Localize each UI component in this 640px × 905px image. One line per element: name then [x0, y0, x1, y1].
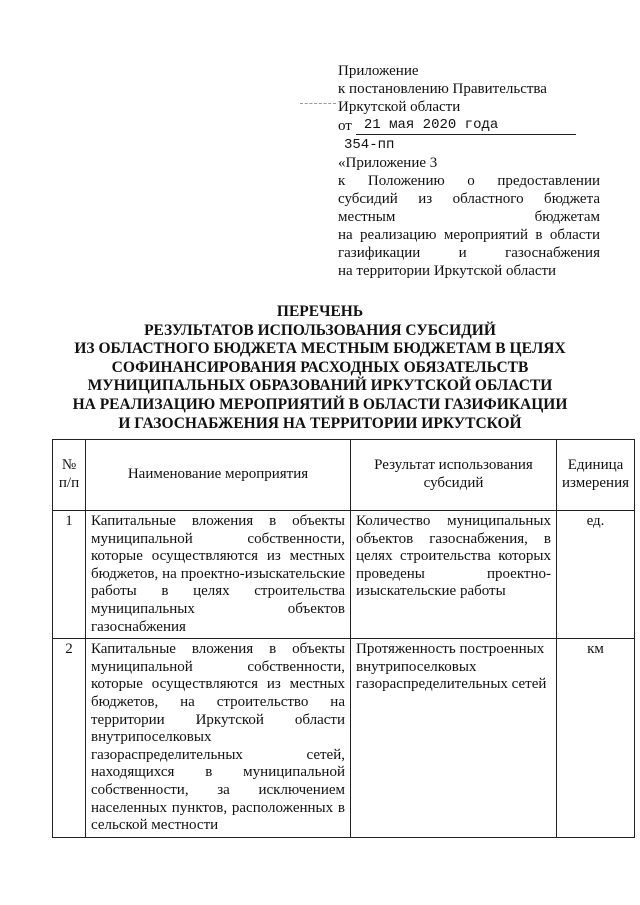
header-unit: Единица измерения	[557, 440, 635, 511]
header-name: Наименование мероприятия	[86, 440, 351, 511]
table-header-row	[53, 440, 635, 511]
annex-sub-title: «Приложение 3	[338, 155, 438, 171]
row-num: 1	[53, 511, 86, 639]
annex-sub-line: на реализацию мероприятий в области	[338, 227, 600, 243]
row-result: Количество муниципальных объектов газоснабжения, в целях строительства которых проведены проектно-изыскательские работы	[351, 511, 557, 639]
table-row	[53, 511, 635, 639]
header-num: № п/п	[53, 440, 86, 511]
annex-date-prefix: от	[338, 118, 352, 134]
results-table	[52, 439, 635, 838]
annex-sub-line: местным бюджетам	[338, 209, 600, 225]
annex-sub-line: к Положению о предоставлении	[338, 173, 600, 189]
annex-line-2: к постановлению Правительства	[338, 81, 547, 97]
annex-block	[338, 62, 600, 280]
annex-line-3: Иркутской области	[338, 99, 461, 115]
annex-sub-line: субсидий из областного бюджета	[338, 191, 600, 207]
title-line: ИЗ ОБЛАСТНОГО БЮДЖЕТА МЕСТНЫМ БЮДЖЕТАМ В ЦЕЛЯХ	[74, 340, 566, 358]
title-line: НА РЕАЛИЗАЦИЮ МЕРОПРИЯТИЙ В ОБЛАСТИ ГАЗИФИКАЦИИ	[72, 395, 568, 413]
annex-sub-line: газификации и газоснабжения	[338, 245, 600, 261]
row-unit: ед.	[557, 511, 635, 639]
row-result: Протяженность построенных внутрипоселковых газораспределительных сетей	[351, 639, 557, 838]
annex-number-line	[338, 135, 600, 154]
row-unit: км	[557, 639, 635, 838]
title-line: И ГАЗОСНАБЖЕНИЯ НА ТЕРРИТОРИИ ИРКУТСКОЙ	[118, 414, 522, 432]
row-name: Капитальные вложения в объекты муниципальной собственности, которые осуществляются из местных бюджетов, на проектно-изыскательские работы в целях строительства муниципальных объектов газоснабжения	[86, 511, 351, 639]
margin-mark	[300, 103, 336, 104]
document-title	[60, 303, 580, 433]
title-line: СОФИНАНСИРОВАНИЯ РАСХОДНЫХ ОБЯЗАТЕЛЬСТВ	[111, 358, 529, 376]
title-line: ПЕРЕЧЕНЬ	[276, 303, 364, 320]
row-num: 2	[53, 639, 86, 838]
annex-number-value: 354-пп	[344, 137, 395, 153]
annex-sub-line: на территории Иркутской области	[338, 263, 557, 279]
annex-date-value: 21 мая 2020 года	[356, 116, 576, 135]
title-line: РЕЗУЛЬТАТОВ ИСПОЛЬЗОВАНИЯ СУБСИДИЙ	[144, 321, 496, 339]
annex-date-line	[338, 116, 600, 135]
table-row	[53, 639, 635, 838]
title-line: МУНИЦИПАЛЬНЫХ ОБРАЗОВАНИЙ ИРКУТСКОЙ ОБЛАСТИ	[87, 377, 553, 395]
header-result: Результат использования субсидий	[351, 440, 557, 511]
row-name: Капитальные вложения в объекты муниципальной собственности, которые осуществляются из местных бюджетов, на строительство на территории Иркутской области внутрипоселковых газораспределительных сетей, находящихся в муниципальной собственности, за исключением населенных пунктов, расположенных в сельской местности	[86, 639, 351, 838]
annex-line-1: Приложение	[338, 63, 419, 79]
